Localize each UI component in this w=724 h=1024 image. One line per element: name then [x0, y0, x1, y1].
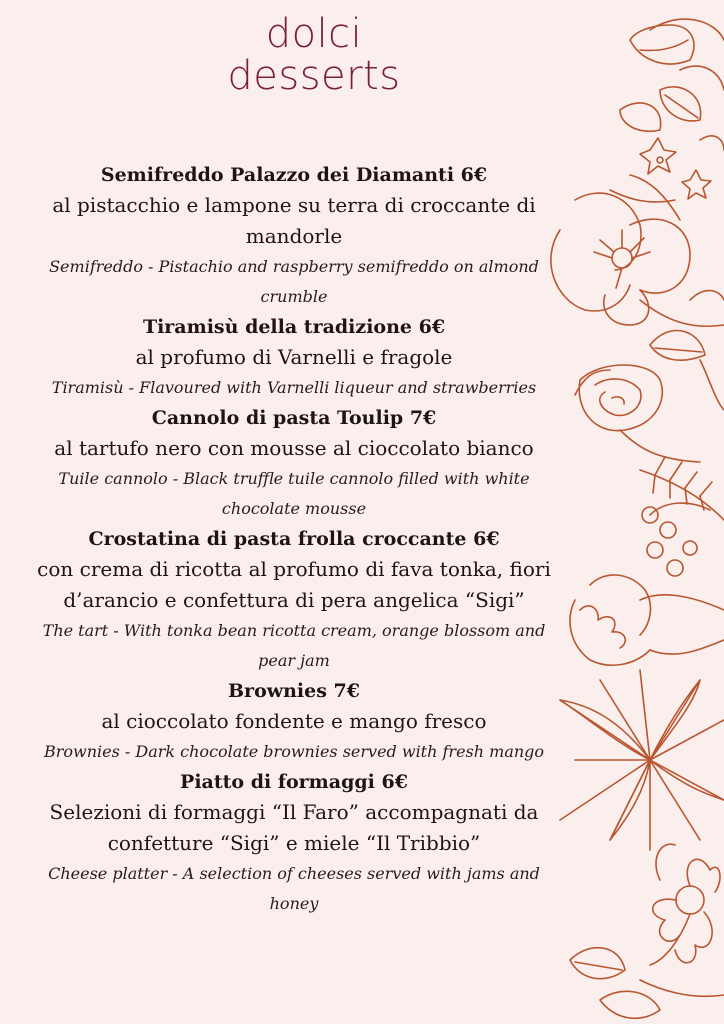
menu-item-name: Semifreddo Palazzo dei Diamanti 6€ [100, 164, 488, 186]
menu-item-description: al pistacchio e lampone su terra di croccante di mandorle [52, 193, 536, 248]
leaves-icon [650, 291, 724, 410]
bottom-leaves-icon [570, 948, 724, 1019]
menu-header [0, 11, 628, 99]
menu-item-name: Cannolo di pasta Toulip 7€ [151, 407, 437, 429]
menu-item-description: con crema di ricotta al profumo di fava tonka, fiori d’arancio e confettura di pera angelica “Sigi” [37, 557, 551, 612]
menu-item-name: Tiramisù della tradizione 6€ [142, 316, 446, 338]
rose-icon [575, 365, 700, 462]
fern-leaf-icon [640, 457, 724, 520]
menu-item [16, 312, 572, 403]
menu-item [16, 676, 572, 767]
menu-item-translation: Semifreddo - Pistachio and raspberry semifreddo on almond crumble [49, 257, 539, 306]
menu-item-description: al tartufo nero con mousse al cioccolato bianco [54, 436, 534, 460]
menu-item-translation: Cheese platter - A selection of cheeses served with jams and honey [48, 864, 540, 913]
menu-item [16, 767, 572, 919]
carnation-icon [570, 575, 724, 665]
menu-item-translation: The tart - With tonka bean ricotta cream, orange blossom and pear jam [42, 621, 546, 670]
menu-item-description: al cioccolato fondente e mango fresco [101, 709, 487, 733]
menu-item-description: al profumo di Varnelli e fragole [135, 345, 453, 369]
menu-item-description: Selezioni di formaggi “Il Faro” accompagnati da confetture “Sigi” e miele “Il Tribbio” [49, 800, 539, 855]
menu-item-translation: Brownies - Dark chocolate brownies served with fresh mango [43, 742, 545, 761]
menu-item-translation: Tiramisù - Flavoured with Varnelli liqueur and strawberries [51, 378, 537, 397]
top-leaves-icon [620, 19, 724, 150]
berries-icon [642, 503, 710, 576]
menu-item-translation: Tuile cannolo - Black truffle tuile cannolo filled with white chocolate mousse [58, 469, 530, 518]
menu-item [16, 524, 572, 676]
menu-item [16, 403, 572, 524]
title-italian: dolci [265, 11, 363, 57]
menu-item-name: Crostatina di pasta frolla croccante 6€ [88, 528, 500, 550]
menu-item-name: Brownies 7€ [228, 680, 360, 702]
menu-item [16, 160, 572, 312]
title-english: desserts [227, 53, 401, 99]
dahlia-icon [650, 844, 720, 965]
dessert-menu-list [16, 160, 572, 919]
menu-item-name: Piatto di formaggi 6€ [180, 771, 408, 793]
small-flowers-icon [610, 138, 711, 220]
starburst-leaves-icon [560, 670, 724, 850]
poppy-flower-icon [551, 193, 724, 326]
